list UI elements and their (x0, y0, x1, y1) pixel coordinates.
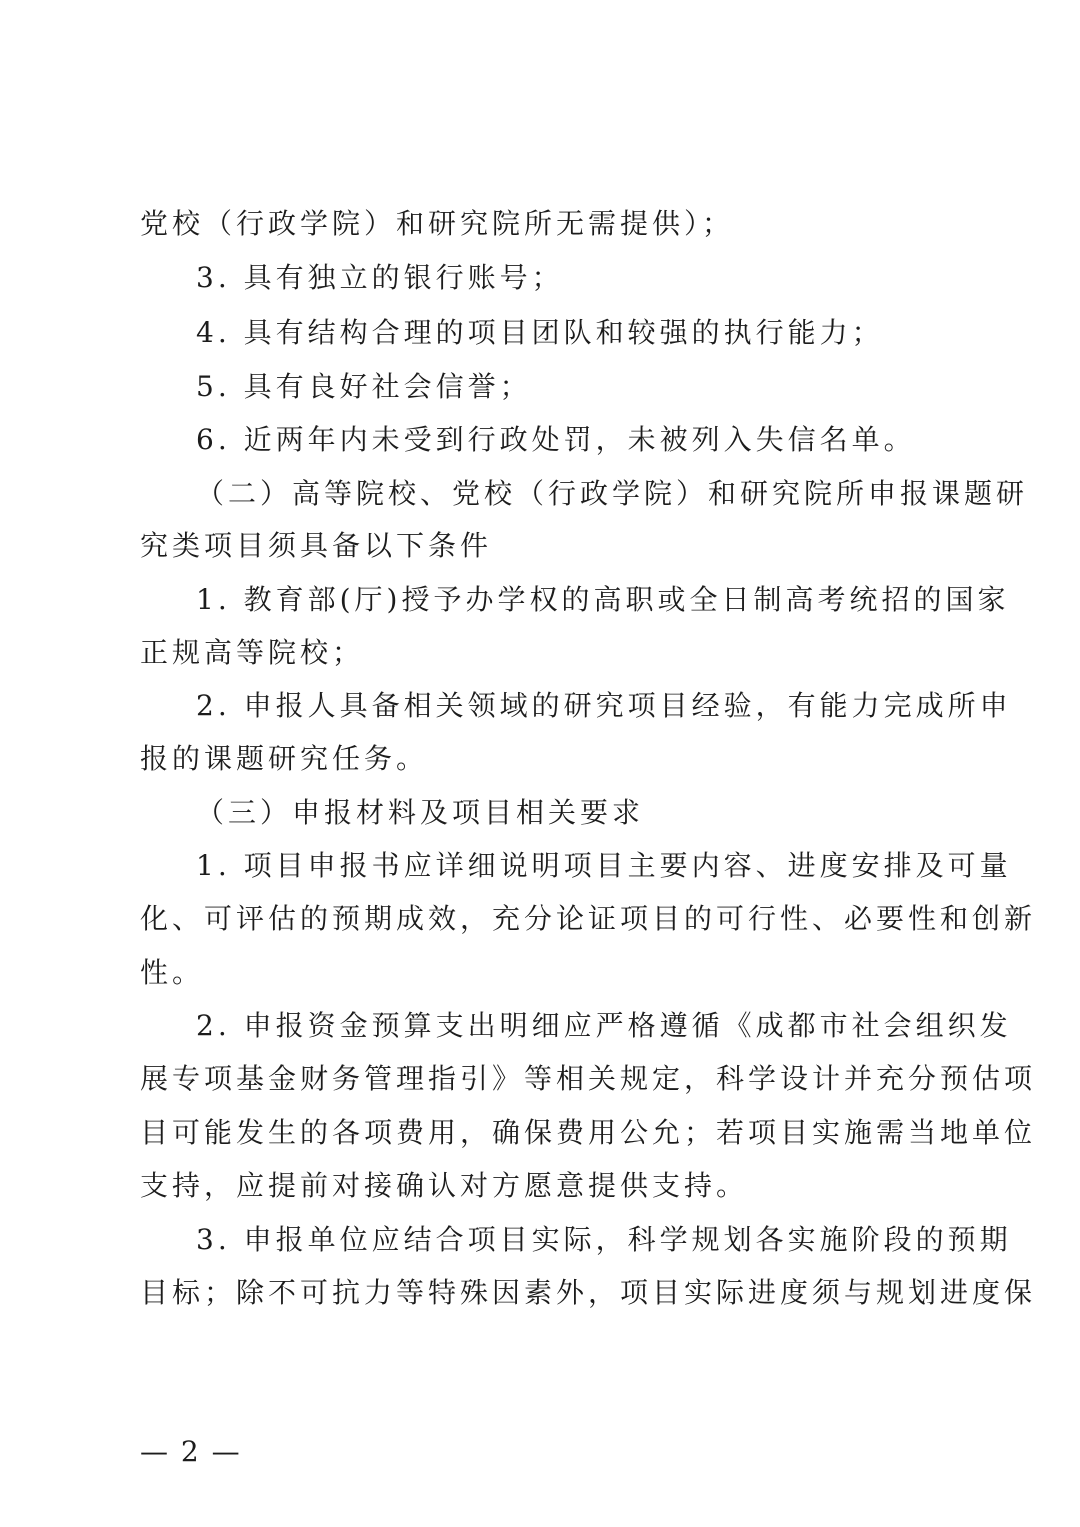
list-item: 3. 申报单位应结合项目实际，科学规划各实施阶段的预期 (196, 1223, 1012, 1256)
text-line: 性。 (140, 956, 205, 989)
list-item: 4. 具有结构合理的项目团队和较强的执行能力； (196, 316, 884, 349)
text-line: 正规高等院校； (140, 636, 365, 669)
page-number: — 2 — (140, 1435, 242, 1468)
list-item: 2. 申报资金预算支出明细应严格遵循《成都市社会组织发 (196, 1009, 1012, 1042)
text-line: 目标；除不可抗力等特殊因素外，项目实际进度须与规划进度保 (140, 1276, 1037, 1309)
list-item: 3. 具有独立的银行账号； (196, 261, 564, 294)
list-item: 5. 具有良好社会信誉； (196, 370, 532, 403)
section-heading: （三）申报材料及项目相关要求 (196, 796, 645, 829)
list-item: 2. 申报人具备相关领域的研究项目经验，有能力完成所申 (196, 689, 1012, 722)
list-item: 1. 项目申报书应详细说明项目主要内容、进度安排及可量 (196, 849, 1012, 882)
text-line: 化、可评估的预期成效，充分论证项目的可行性、必要性和创新 (140, 902, 1037, 935)
text-line: 目可能发生的各项费用，确保费用公允；若项目实施需当地单位 (140, 1116, 1037, 1149)
text-line: 党校（行政学院）和研究院所无需提供）； (140, 207, 735, 240)
text-line: 展专项基金财务管理指引》等相关规定，科学设计并充分预估项 (140, 1062, 1037, 1095)
text-line: 报的课题研究任务。 (140, 742, 429, 775)
list-item: 6. 近两年内未受到行政处罚，未被列入失信名单。 (196, 423, 916, 456)
list-item: 1. 教育部(厅)授予办学权的高职或全日制高考统招的国家 (196, 583, 1010, 616)
section-heading-continued: 究类项目须具备以下条件 (140, 529, 493, 562)
text-line: 支持，应提前对接确认对方愿意提供支持。 (140, 1169, 749, 1202)
section-heading: （二）高等院校、党校（行政学院）和研究院所申报课题研 (196, 477, 1029, 510)
